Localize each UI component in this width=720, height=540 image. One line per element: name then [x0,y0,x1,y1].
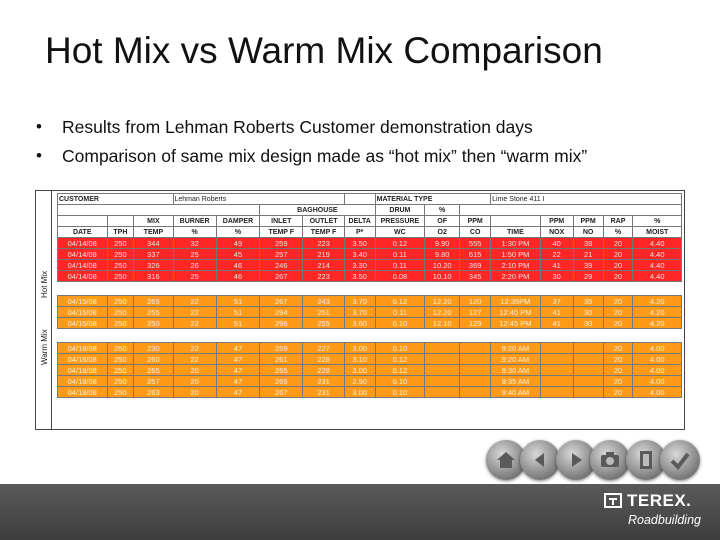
table-cell: 2:20 PM [491,271,541,282]
table-cell: 227 [303,343,344,354]
table-cell: 250 [107,343,134,354]
table-cell: 369 [460,260,491,271]
table-cell: 3.70 [344,307,375,318]
table-cell: 263 [134,387,173,398]
hot-mix-row [58,238,682,249]
table-cell: 251 [303,307,344,318]
table-header-row [58,205,682,216]
table-cell: 250 [107,238,134,249]
table-cell: 04/15/08 [58,307,108,318]
table-cell: 0.12 [375,238,425,249]
table-cell: 0.08 [375,271,425,282]
table-cell: 41 [540,260,573,271]
table-cell [540,354,573,365]
column-header: BURNER [173,216,216,227]
table-cell: 9:35 AM [491,376,541,387]
table-cell: 615 [460,249,491,260]
table-cell [573,365,603,376]
table-cell: 4.20 [633,307,682,318]
table-cell: 20 [173,365,216,376]
material-label: MATERIAL TYPE [375,194,491,205]
page-title: Hot Mix vs Warm Mix Comparison [45,30,603,71]
table-cell: 294 [260,307,303,318]
table-cell: 26 [173,260,216,271]
table-cell: 4.00 [633,343,682,354]
table-cell [573,343,603,354]
table-header-row [58,227,682,238]
table-cell: 3.10 [344,354,375,365]
table-cell: 20 [603,387,633,398]
table-cell: 12:35PM [491,296,541,307]
warm-mix-row [58,387,682,398]
table-cell [425,343,460,354]
column-header: O2 [425,227,460,238]
table-cell: 250 [107,307,134,318]
table-cell: 45 [216,249,259,260]
table-cell: 20 [603,354,633,365]
warm-mix-row [58,376,682,387]
table-cell: 41 [540,318,573,329]
warm-mix-row [58,296,682,307]
table-cell: 04/15/08 [58,296,108,307]
group-header: % [425,205,460,216]
table-cell [540,343,573,354]
table-cell: 21 [573,249,603,260]
column-header: PPM [540,216,573,227]
table-cell: 250 [107,387,134,398]
table-cell: 3.60 [344,318,375,329]
table-cell: 267 [260,387,303,398]
table-cell: 555 [460,238,491,249]
warm-mix-row [58,318,682,329]
column-header: WC [375,227,425,238]
table-cell: 12.10 [425,318,460,329]
table-cell: 04/18/08 [58,365,108,376]
table-cell: 337 [134,249,173,260]
table-cell: 22 [173,296,216,307]
table-cell: 4.40 [633,249,682,260]
comparison-table [57,193,682,398]
column-header: % [216,227,259,238]
table-cell: 316 [134,271,173,282]
spacer-cell [58,329,682,343]
hot-mix-row [58,249,682,260]
table-cell: 260 [134,354,173,365]
table-cell: 10.10 [425,271,460,282]
table-cell: 04/18/08 [58,343,108,354]
table-cell: 20 [603,343,633,354]
table-cell: 230 [134,343,173,354]
table-cell [573,387,603,398]
group-header: BAGHOUSE [260,205,376,216]
table-cell: 250 [107,354,134,365]
table-cell: 0.10 [375,387,425,398]
table-cell: 3.50 [344,238,375,249]
table-cell [573,354,603,365]
table-cell: 0.11 [375,260,425,271]
table-cell: 40 [540,238,573,249]
table-cell: 2.90 [344,376,375,387]
table-cell: 20 [603,318,633,329]
table-cell: 12:40 PM [491,307,541,318]
table-header-row [58,194,682,205]
table-cell: 344 [134,238,173,249]
table-cell [425,354,460,365]
column-header: PPM [573,216,603,227]
table-cell: 250 [107,376,134,387]
table-cell: 9:20 AM [491,343,541,354]
table-cell: 4.20 [633,318,682,329]
table-cell: 326 [134,260,173,271]
table-cell: 04/14/08 [58,260,108,271]
table-cell: 4.00 [633,365,682,376]
table-cell: 2:10 PM [491,260,541,271]
table-cell: 265 [260,365,303,376]
table-cell: 231 [303,376,344,387]
film-icon [634,448,658,472]
logo-subtitle: Roadbuilding [628,513,701,527]
table-cell: 3.50 [344,271,375,282]
table-cell [460,387,491,398]
column-header: TEMP F [260,227,303,238]
table-cell: 41 [540,307,573,318]
terex-logo-icon [604,493,622,508]
table-cell [573,376,603,387]
warm-mix-row [58,365,682,376]
table-cell: 259 [260,238,303,249]
table-cell: 1:50 PM [491,249,541,260]
table-cell: 04/14/08 [58,238,108,249]
table-cell: 250 [107,365,134,376]
table-cell: 22 [540,249,573,260]
table-cell: 127 [460,307,491,318]
table-cell: 228 [303,354,344,365]
home-icon [494,448,518,472]
warm-mix-row [58,354,682,365]
column-header: % [173,227,216,238]
table-cell: 32 [173,238,216,249]
table-cell: 0.10 [375,376,425,387]
table-cell: 265 [134,296,173,307]
column-header: % [633,216,682,227]
column-header: NOX [540,227,573,238]
table-cell: 214 [303,260,344,271]
table-cell [460,365,491,376]
column-header: OUTLET [303,216,344,227]
table-cell: 22 [173,307,216,318]
table-cell: 04/18/08 [58,354,108,365]
table-cell: 250 [107,296,134,307]
table-cell: 39 [573,260,603,271]
table-cell: 20 [603,249,633,260]
table-cell: 0.10 [375,318,425,329]
table-cell [460,376,491,387]
table-cell: 46 [216,260,259,271]
table-cell: 228 [303,365,344,376]
table-cell: 51 [216,318,259,329]
warm-mix-row [58,307,682,318]
table-cell: 0.11 [375,307,425,318]
table-cell: 4.20 [633,296,682,307]
table-cell [425,365,460,376]
table-cell: 30 [573,307,603,318]
table-cell: 20 [603,238,633,249]
table-cell: 3.40 [344,249,375,260]
spacer-cell [58,282,682,296]
table-cell: 250 [107,271,134,282]
back-button[interactable] [520,440,560,480]
table-cell: 219 [303,249,344,260]
table-cell: 29 [573,271,603,282]
table-cell: 345 [460,271,491,282]
table-cell: 20 [603,365,633,376]
column-header: CO [460,227,491,238]
column-header [491,216,541,227]
table-cell: 22 [173,343,216,354]
table-cell: 255 [303,318,344,329]
table-cell [460,343,491,354]
table-cell: 3.00 [344,365,375,376]
column-header: DATE [58,227,108,238]
bullet-list [36,116,587,174]
table-spacer [58,329,682,343]
table-cell [425,376,460,387]
column-header: OF [425,216,460,227]
back-icon [528,448,552,472]
table-cell: 47 [216,354,259,365]
table-spacer [58,282,682,296]
column-header: TPH [107,227,134,238]
table-cell: 10.20 [425,260,460,271]
side-label-column [35,190,52,430]
column-header: TEMP F [303,227,344,238]
table-cell: 46 [216,271,259,282]
table-cell: 20 [173,387,216,398]
table-cell: 250 [107,260,134,271]
table-cell: 257 [134,376,173,387]
customer-label: CUSTOMER [58,194,174,205]
table-cell [460,354,491,365]
table-cell: 20 [603,260,633,271]
table-cell: 35 [573,296,603,307]
table-cell: 20 [603,376,633,387]
table-cell: 0.12 [375,365,425,376]
table-cell: 243 [303,296,344,307]
table-cell: 0.12 [375,296,425,307]
column-header: P* [344,227,375,238]
table-cell: 223 [303,238,344,249]
table-cell: 267 [260,296,303,307]
column-header: % [603,227,633,238]
table-cell: 9.80 [425,249,460,260]
table-cell: 9.90 [425,238,460,249]
table-cell: 47 [216,376,259,387]
table-cell: 3.00 [344,343,375,354]
table-cell: 223 [303,271,344,282]
table-cell: 9:30 AM [491,365,541,376]
table-cell: 265 [134,365,173,376]
table-cell: 04/14/08 [58,271,108,282]
column-header [58,216,108,227]
table-cell: 12.20 [425,307,460,318]
table-cell: 47 [216,365,259,376]
check-icon [668,448,692,472]
table-cell: 22 [173,354,216,365]
table-cell: 3.30 [344,260,375,271]
logo-word: TEREX. [627,491,692,510]
column-header: MIX [134,216,173,227]
table-cell: 4.40 [633,271,682,282]
table-cell: 47 [216,387,259,398]
table-cell: 9:40 AM [491,387,541,398]
table-cell: 250 [134,318,173,329]
table-cell: 12:45 PM [491,318,541,329]
warm-mix-side-label: Warm Mix [40,329,49,365]
column-header: DAMPER [216,216,259,227]
table-cell: 04/18/08 [58,387,108,398]
column-header: DELTA [344,216,375,227]
column-header: MOIST [633,227,682,238]
hot-mix-row [58,271,682,282]
column-header: TEMP [134,227,173,238]
camera-button[interactable] [590,440,630,480]
table-cell: 4.00 [633,354,682,365]
table-cell: 250 [107,249,134,260]
table-cell: 20 [603,271,633,282]
table-cell: 250 [107,318,134,329]
bullet-item: • Comparison of same mix design made as “hot mix” then “warm mix” [36,145,587,174]
table-cell: 4.40 [633,238,682,249]
table-cell: 4.00 [633,376,682,387]
hot-mix-side-label: Hot Mix [40,270,49,298]
warm-mix-row [58,343,682,354]
table-cell [425,387,460,398]
table-cell: 30 [540,271,573,282]
play-icon [564,448,588,472]
table-cell: 261 [260,354,303,365]
table-cell: 265 [260,376,303,387]
table-cell: 47 [216,343,259,354]
table-cell [540,376,573,387]
table-cell: 1:30 PM [491,238,541,249]
table-cell: 0.10 [375,343,425,354]
table-cell: 4.00 [633,387,682,398]
table-cell: 3.00 [344,387,375,398]
group-header: DRUM [375,205,425,216]
customer-value: Lehman Roberts [173,194,344,205]
table-cell: 129 [460,318,491,329]
table-cell: 231 [303,387,344,398]
column-header [107,216,134,227]
column-header: TIME [491,227,541,238]
table-cell: 20 [603,307,633,318]
camera-icon [598,448,622,472]
table-cell: 49 [216,238,259,249]
table-cell: 04/15/08 [58,318,108,329]
table-cell: 246 [260,260,303,271]
table-cell [540,387,573,398]
table-cell: 257 [260,249,303,260]
table-cell: 12.20 [425,296,460,307]
table-cell: 296 [260,318,303,329]
column-header: RAP [603,216,633,227]
column-header: PPM [460,216,491,227]
table-cell: 9:20 AM [491,354,541,365]
table-cell: 37 [540,296,573,307]
table-cell: 255 [134,307,173,318]
bullet-item: • Results from Lehman Roberts Customer demonstration days [36,116,587,145]
table-cell: 20 [173,376,216,387]
table-cell: 267 [260,271,303,282]
table-cell: 3.70 [344,296,375,307]
column-header: NO [573,227,603,238]
table-cell: 51 [216,296,259,307]
table-cell: 51 [216,307,259,318]
column-header: PRESSURE [375,216,425,227]
table-cell: 120 [460,296,491,307]
table-cell: 259 [260,343,303,354]
table-cell: 38 [573,238,603,249]
table-cell: 4.40 [633,260,682,271]
table-cell: 30 [573,318,603,329]
hot-mix-row [58,260,682,271]
table-cell: 04/14/08 [58,249,108,260]
material-value: Lime Stone 411 I [491,194,682,205]
check-button[interactable] [660,440,700,480]
table-header-row [58,216,682,227]
table-cell: 04/18/08 [58,376,108,387]
column-header: INLET [260,216,303,227]
table-cell: 22 [173,318,216,329]
table-cell: 25 [173,249,216,260]
table-cell: 25 [173,271,216,282]
table-cell: 0.12 [375,354,425,365]
table-cell: 0.11 [375,249,425,260]
table-cell: 20 [603,296,633,307]
table-cell [540,365,573,376]
